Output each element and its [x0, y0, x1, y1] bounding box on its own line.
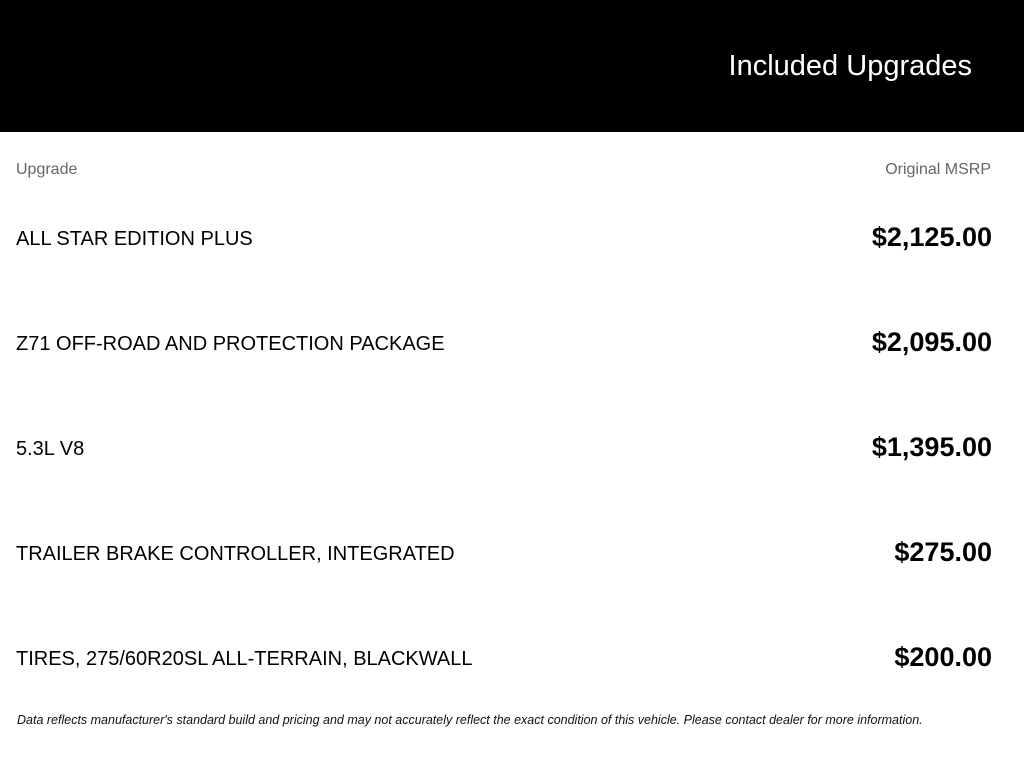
upgrades-list — [0, 185, 1024, 710]
upgrade-price: $1,395.00 — [871, 432, 992, 462]
list-item — [0, 605, 1024, 710]
upgrade-name: ALL STAR EDITION PLUS — [16, 228, 253, 250]
page-title: Included Upgrades — [728, 50, 972, 82]
list-item — [0, 185, 1024, 290]
upgrade-price: $275.00 — [894, 537, 992, 567]
upgrade-price: $200.00 — [894, 642, 992, 672]
list-item — [0, 500, 1024, 605]
upgrade-price: $2,095.00 — [871, 327, 992, 357]
upgrade-name: Z71 OFF-ROAD AND PROTECTION PACKAGE — [16, 333, 445, 355]
upgrade-price: $2,125.00 — [871, 222, 992, 252]
list-item — [0, 290, 1024, 395]
upgrade-name: TRAILER BRAKE CONTROLLER, INTEGRATED — [16, 543, 455, 565]
upgrade-name: 5.3L V8 — [16, 438, 85, 460]
column-header-upgrade: Upgrade — [16, 161, 78, 178]
disclaimer-text: Data reflects manufacturer's standard build and pricing and may not accurately reflect the exact condition of this vehicle. Please contact dealer for more information. — [17, 713, 923, 727]
upgrade-name: TIRES, 275/60R20SL ALL-TERRAIN, BLACKWALL — [16, 648, 473, 670]
column-header-msrp: Original MSRP — [885, 161, 991, 178]
list-item — [0, 395, 1024, 500]
header-banner — [0, 0, 1024, 132]
